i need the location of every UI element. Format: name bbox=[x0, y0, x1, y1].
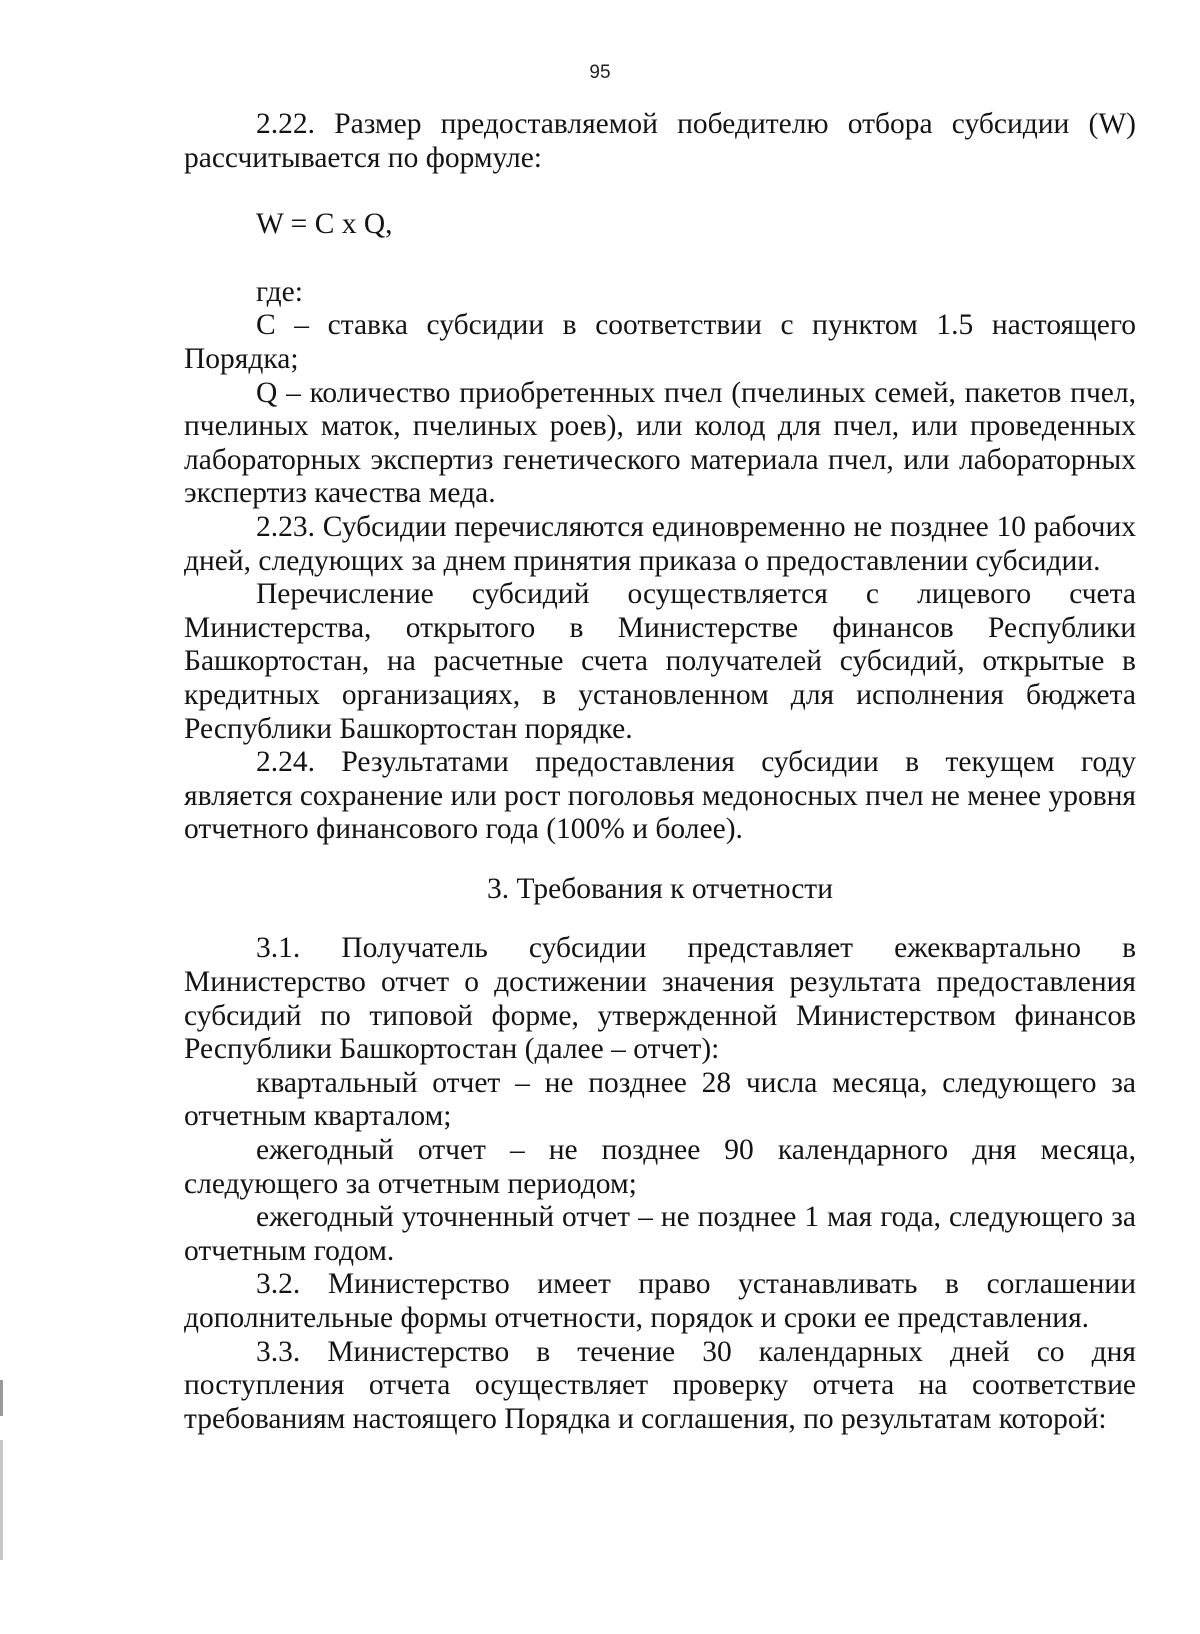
scan-edge-mark bbox=[0, 1440, 3, 1560]
page-number: 95 bbox=[589, 62, 611, 83]
subsidy-formula: W = C x Q, bbox=[256, 208, 393, 241]
formula-where-label: где: bbox=[256, 275, 303, 308]
definition-q: Q – количество приобретенных пчел (пчелиных семей, пакетов пчел, пчелиных маток, пчелиных роев), или колод для пчел, или проведенных лабораторных экспертиз генетического материала пчел, или лабораторных экспертиз качества меда. bbox=[184, 376, 1136, 510]
paragraph-3-1: 3.1. Получатель субсидии представляет ежеквартально в Министерство отчет о достижении значения результата предоставления субсидий по типовой форме, утвержденной Министерством финансов Республики Башкортостан (далее – отчет): bbox=[184, 932, 1136, 1066]
section-3-heading: 3. Требования к отчетности bbox=[487, 872, 833, 905]
paragraph-2-23: 2.23. Субсидии перечисляются единовременно не позднее 10 рабочих дней, следующих за днем принятия приказа о предоставлении субсидии. bbox=[184, 510, 1136, 577]
definition-c: C – ставка субсидии в соответствии с пунктом 1.5 настоящего Порядка; bbox=[184, 309, 1136, 375]
paragraph-2-24: 2.24. Результатами предоставления субсидии в текущем году является сохранение или рост поголовья медоносных пчел не менее уровня отчетного финансового года (100% и более). bbox=[184, 746, 1136, 846]
annual-report-deadline: ежегодный отчет – не позднее 90 календарного дня месяца, следующего за отчетным периодом; bbox=[184, 1134, 1136, 1200]
paragraph-2-22: 2.22. Размер предоставляемой победителю отбора субсидии (W) рассчитывается по формуле: bbox=[184, 108, 1136, 174]
paragraph-transfer: Перечисление субсидий осуществляется с лицевого счета Министерства, открытого в Министерстве финансов Республики Башкортостан, на расчетные счета получателей субсидий, открытые в кредитных организациях, в установленном для исполнения бюджета Республики Башкортостан порядке. bbox=[184, 578, 1136, 745]
paragraph-3-2: 3.2. Министерство имеет право устанавливать в соглашении дополнительные формы отчетности, порядок и сроки ее представления. bbox=[184, 1268, 1136, 1334]
scan-edge-mark bbox=[0, 1380, 3, 1416]
document-body bbox=[184, 108, 1136, 1436]
quarterly-report-deadline: квартальный отчет – не позднее 28 числа месяца, следующего за отчетным кварталом; bbox=[184, 1066, 1136, 1133]
spacer bbox=[184, 906, 1136, 932]
annual-refined-report-deadline: ежегодный уточненный отчет – не позднее 1 мая года, следующего за отчетным годом. bbox=[184, 1201, 1136, 1267]
paragraph-3-3: 3.3. Министерство в течение 30 календарных дней со дня поступления отчета осуществляет проверку отчета на соответствие требованиям настоящего Порядка и соглашения, по результатам которой: bbox=[184, 1335, 1136, 1435]
spacer bbox=[184, 847, 1136, 873]
